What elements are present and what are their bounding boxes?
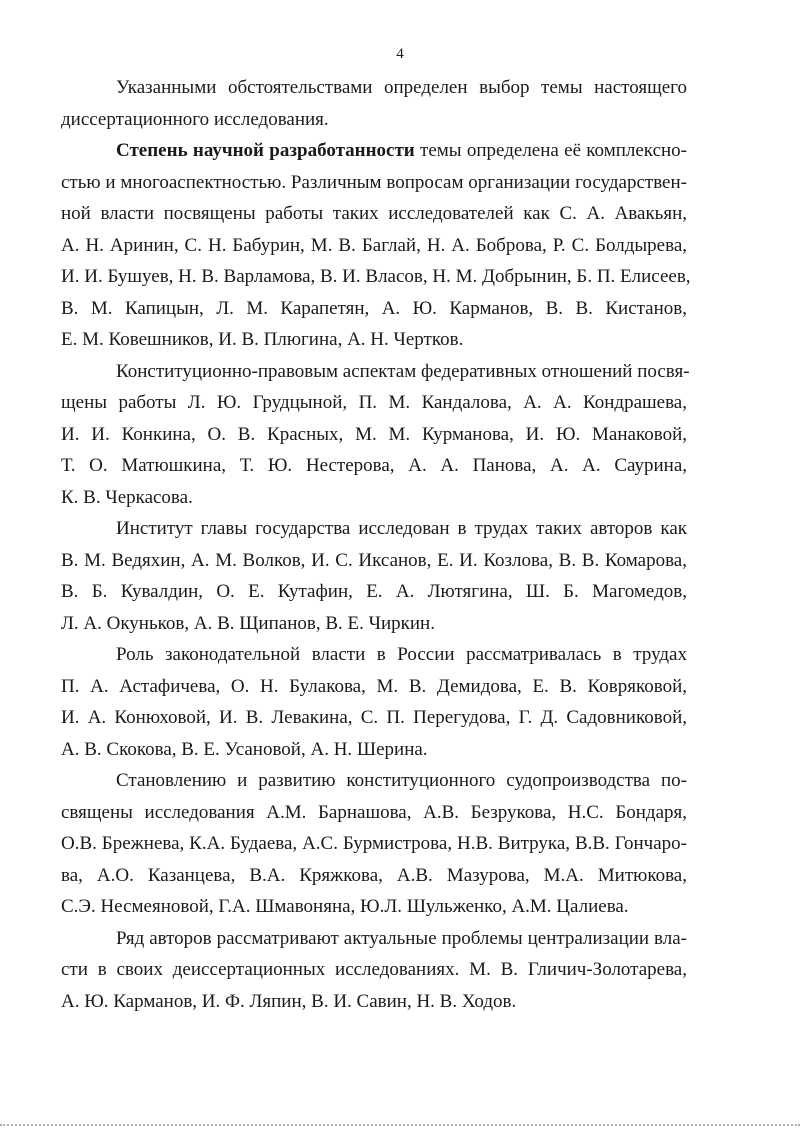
- text-line: священы исследования А.М. Барнашова, А.В. Безрукова, Н.С. Бондаря,: [61, 801, 687, 823]
- text-line: О.В. Брежнева, К.А. Будаева, А.С. Бурмистрова, Н.В. Витрука, В.В. Гончаро-: [61, 833, 687, 854]
- scan-bottom-edge: [0, 1124, 800, 1126]
- text-line: ной власти посвящены работы таких исследователей как С. А. Авакьян,: [61, 203, 687, 224]
- text-line: Указанными обстоятельствами определен выбор темы настоящего: [116, 77, 687, 98]
- text-line: В. М. Капицын, Л. М. Карапетян, А. Ю. Карманов, В. В. Кистанов,: [61, 297, 687, 319]
- text-line: И. И. Бушуев, Н. В. Варламова, В. И. Власов, Н. М. Добрынин, Б. П. Елисеев,: [61, 266, 691, 287]
- paragraph-constitutional-justice: [61, 765, 687, 923]
- text-line: А. Ю. Карманов, И. Ф. Ляпин, В. И. Савин, Н. В. Ходов.: [61, 990, 517, 1012]
- text-line: И. А. Конюховой, И. В. Левакина, С. П. Перегудова, Г. Д. Садовниковой,: [61, 707, 687, 728]
- text-line: В. М. Ведяхин, А. М. Волков, И. С. Иксанов, Е. И. Козлова, В. В. Комарова,: [61, 549, 687, 571]
- text-line: стью и многоаспектностью. Различным вопросам организации государствен-: [61, 171, 687, 193]
- text-line: сти в своих деиссертационных исследованиях. М. В. Гличич-Золотарева,: [61, 959, 687, 980]
- paragraph-federal-relations: [61, 356, 690, 514]
- text-fragment: темы определена её комплексно-: [414, 140, 687, 161]
- text-line: И. И. Конкина, О. В. Красных, М. М. Курманова, И. Ю. Манаковой,: [61, 423, 687, 445]
- paragraph-legislative-power: [61, 639, 687, 765]
- paragraph-centralization: [61, 923, 687, 1018]
- text-line: С.Э. Несмеяновой, Г.А. Шмавоняна, Ю.Л. Шульженко, А.М. Цалиева.: [61, 896, 629, 917]
- text-line: щены работы Л. Ю. Грудцыной, П. М. Кандалова, А. А. Кондрашева,: [61, 392, 687, 413]
- text-line: Роль законодательной власти в России рассматривалась в трудах: [116, 644, 687, 665]
- paragraph-degree-of-development: [61, 135, 691, 356]
- text-line: Т. О. Матюшкина, Т. Ю. Нестерова, А. А. Панова, А. А. Саурина,: [61, 455, 687, 476]
- text-line-with-lead: [61, 135, 687, 167]
- page-number: 4: [396, 46, 404, 62]
- text-line: Становлению и развитию конституционного судопроизводства по-: [116, 770, 687, 791]
- text-line: диссертационного исследования.: [61, 108, 329, 130]
- paragraph-intro: [61, 72, 687, 135]
- text-line: Конституционно-правовым аспектам федеративных отношений посвя-: [116, 360, 690, 382]
- text-line: Ряд авторов рассматривают актуальные проблемы централизации вла-: [116, 927, 687, 949]
- text-line: А. Н. Аринин, С. Н. Бабурин, М. В. Баглай, Н. А. Боброва, Р. С. Болдырева,: [61, 234, 687, 256]
- paragraph-head-of-state: [61, 513, 687, 639]
- text-line: К. В. Черкасова.: [61, 486, 193, 508]
- text-line: ва, А.О. Казанцева, В.А. Кряжкова, А.В. Мазурова, М.А. Митюкова,: [61, 864, 687, 886]
- document-body: [61, 72, 691, 1017]
- text-line: Е. М. Ковешников, И. В. Плюгина, А. Н. Чертков.: [61, 329, 464, 350]
- bold-lead-phrase: Степень научной разработанности: [116, 140, 415, 161]
- text-line: Институт главы государства исследован в трудах таких авторов как: [116, 518, 687, 539]
- text-line: Л. А. Окуньков, А. В. Щипанов, В. Е. Чиркин.: [61, 612, 435, 634]
- text-line: В. Б. Кувалдин, О. Е. Кутафин, Е. А. Лютягина, Ш. Б. Магомедов,: [61, 581, 687, 602]
- text-line: П. А. Астафичева, О. Н. Булакова, М. В. Демидова, Е. В. Ковряковой,: [61, 675, 687, 697]
- text-line: А. В. Скокова, В. Е. Усановой, А. Н. Шерина.: [61, 738, 428, 760]
